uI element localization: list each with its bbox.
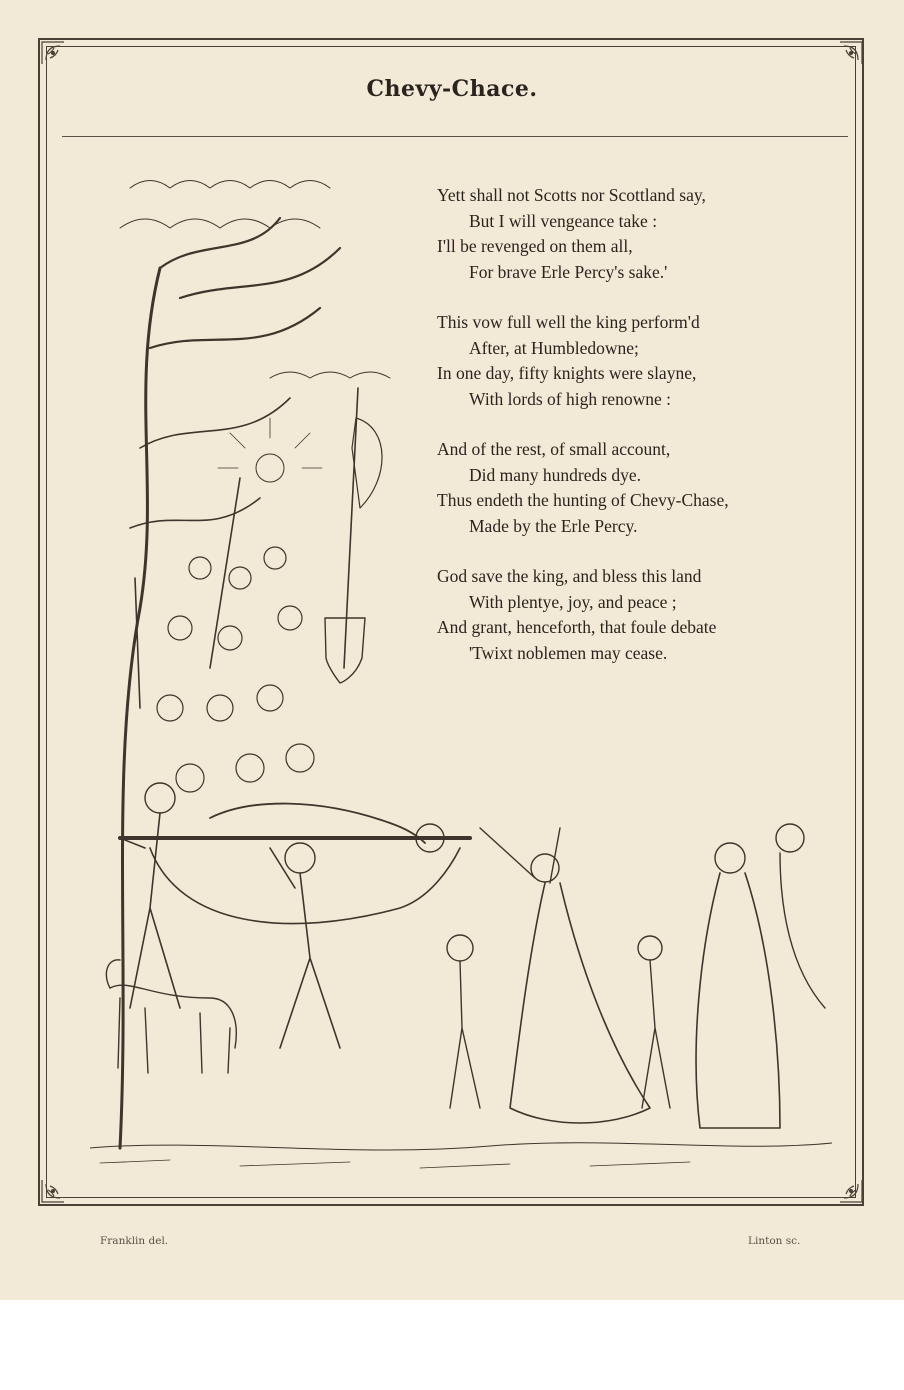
verse-line: This vow full well the king perform'd [437,312,700,332]
verse-line: And grant, henceforth, that foule debate [437,617,717,637]
verse-line: But I will vengeance take : [469,210,658,231]
corner-ornament-icon [40,40,66,66]
stanza [437,564,847,666]
verse-line: Made by the Erle Percy. [469,515,638,536]
corner-ornament-icon [40,1178,66,1204]
stanza [437,310,847,412]
verse-line: After, at Humbledowne; [469,337,639,358]
verse-line: And of the rest, of small account, [437,439,671,459]
verse-line: Did many hundreds dye. [469,464,642,485]
engraver-credit: Linton sc. [748,1235,801,1247]
stanza [437,437,847,539]
verse-line: God save the king, and bless this land [437,566,702,586]
poem-verse [437,183,847,691]
artist-credit: Franklin del. [100,1235,169,1247]
verse-line: I'll be revenged on them all, [437,236,633,256]
title-rule [62,136,848,137]
stanza [437,183,847,285]
page-title: Chevy-Chace. [366,76,538,102]
verse-line: 'Twixt noblemen may cease. [469,642,668,663]
corner-ornament-icon [838,40,864,66]
verse-line: Yett shall not Scotts nor Scottland say, [437,185,706,205]
verse-line: Thus endeth the hunting of Chevy-Chase, [437,490,729,510]
verse-line: In one day, fifty knights were slayne, [437,363,697,383]
verse-line: With plentye, joy, and peace ; [469,591,677,612]
verse-line: For brave Erle Percy's sake.' [469,261,668,282]
verse-line: With lords of high renowne : [469,388,671,409]
corner-ornament-icon [838,1178,864,1204]
